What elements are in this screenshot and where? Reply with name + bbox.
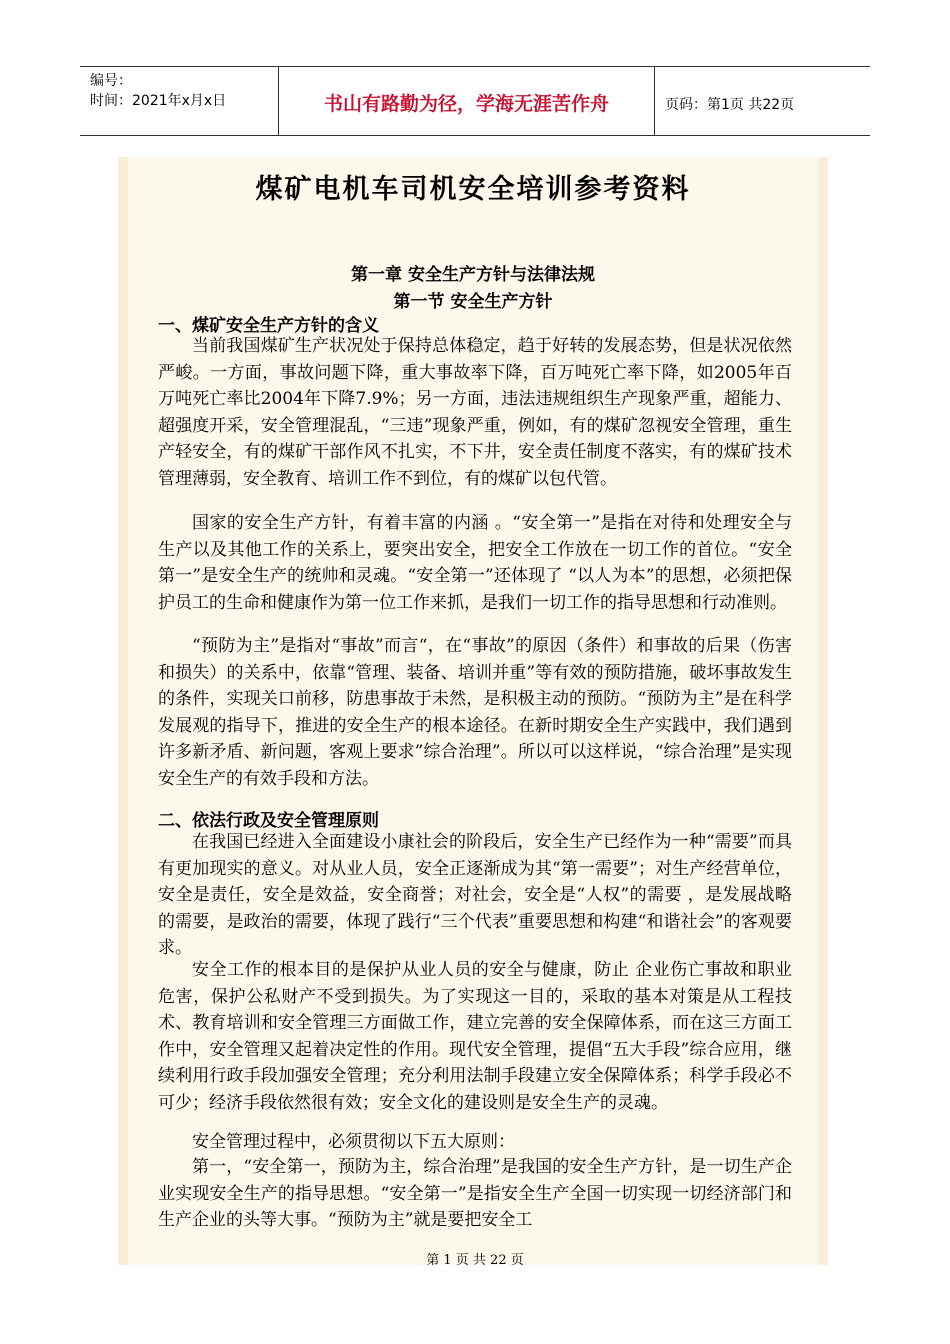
page-header <box>80 66 870 136</box>
paragraph-2: 国家的安全生产方针，有着丰富的内涵 。“安全第一”是指在对待和处理安全与生产以及其他工作的关系上，要突出安全，把安全工作放在一切工作的首位。“安全第一”是安全生产的统帅和灵魂。“安全第一”还体现了 “以人为本”的思想，必须把保护员工的生命和健康作为第一位工作来抓，是我们一切工作的指导思想和行动准则。 <box>158 513 792 613</box>
chapter-heading: 第一章 安全生产方针与法律法规 <box>351 265 595 285</box>
time-label: 时间：2021年x月x日 <box>90 93 227 109</box>
header-page-label: 页码：第1页 共22页 <box>665 97 795 113</box>
subheading-1: 一、煤矿安全生产方针的含义 <box>158 316 379 336</box>
number-label: 编号： <box>90 73 132 89</box>
paragraph-6: 安全管理过程中，必须贯彻以下五大原则： <box>192 1132 515 1152</box>
paragraph-7: 第一，“安全第一，预防为主，综合治理”是我国的安全生产方针，是一切生产企业实现安全生产的指导思想。“安全第一”是指安全生产全国一切实现一切经济部门和生产企业的头等大事。“预防为主”就是要把安全工 <box>158 1157 792 1230</box>
section-heading: 第一节 安全生产方针 <box>393 292 553 312</box>
paragraph-1: 当前我国煤矿生产状况处于保持总体稳定，趋于好转的发展态势，但是状况依然严峻。一方面，事故问题下降，重大事故率下降，百万吨死亡率下降，如2005年百万吨死亡率比2004年下降7.9%；另一方面，违法违规组织生产现象严重，超能力、超强度开采，安全管理混乱，“三违”现象严重，例如，有的煤矿忽视安全管理，重生产轻安全，有的煤矿干部作风不扎实，不下井，安全责任制度不落实，有的煤矿技术管理薄弱，安全教育、培训工作不到位，有的煤矿以包代管。 <box>158 336 792 489</box>
header-divider <box>654 67 655 135</box>
subheading-2: 二、依法行政及安全管理原则 <box>158 811 379 831</box>
page-footer: 第 1 页 共 22 页 <box>426 1253 524 1268</box>
header-meta <box>90 71 226 111</box>
paragraph-4: 在我国已经进入全面建设小康社会的阶段后，安全生产已经作为一种“需要”而具有更加现实的意义。对从业人员，安全正逐渐成为其“第一需要”；对生产经营单位，安全是责任，安全是效益，安全商誉；对社会，安全是“人权”的需要 ，是发展战略的需要，是政治的需要，体现了践行“三个代表”重要思想和构建“和谐社会”的客观要求。 <box>158 832 792 958</box>
header-motto: 书山有路勤为径，学海无涯苦作舟 <box>323 93 609 115</box>
paragraph-5: 安全工作的根本目的是保护从业人员的安全与健康，防止 企业伤亡事故和职业危害，保护公私财产不受到损失。为了实现这一目的，采取的基本对策是从工程技术、教育培训和安全管理三方面做工作，建立完善的安全保障体系，而在这三方面工作中，安全管理又起着决定性的作用。现代安全管理，提倡“五大手段”综合应用，继续利用行政手段加强安全管理；充分利用法制手段建立安全保障体系；科学手段必不可少；经济手段依然很有效；安全文化的建设则是安全生产的灵魂。 <box>158 960 792 1113</box>
paragraph-3: “预防为主”是指对“事故”而言“，在“事故”的原因（条件）和事故的后果（伤害和损失）的关系中，依靠“管理、装备、培训并重”等有效的预防措施，破坏事故发生的条件，实现关口前移，防患事故于未然，是积极主动的预防。“预防为主”是在科学发展观的指导下，推进的安全生产的根本途径。在新时期安全生产实践中，我们遇到许多新矛盾、新问题，客观上要求”综合治理”。所以可以这样说，“综合治理”是实现安全生产的有效手段和方法。 <box>158 636 792 789</box>
document-title: 煤矿电机车司机安全培训参考资料 <box>255 174 691 205</box>
